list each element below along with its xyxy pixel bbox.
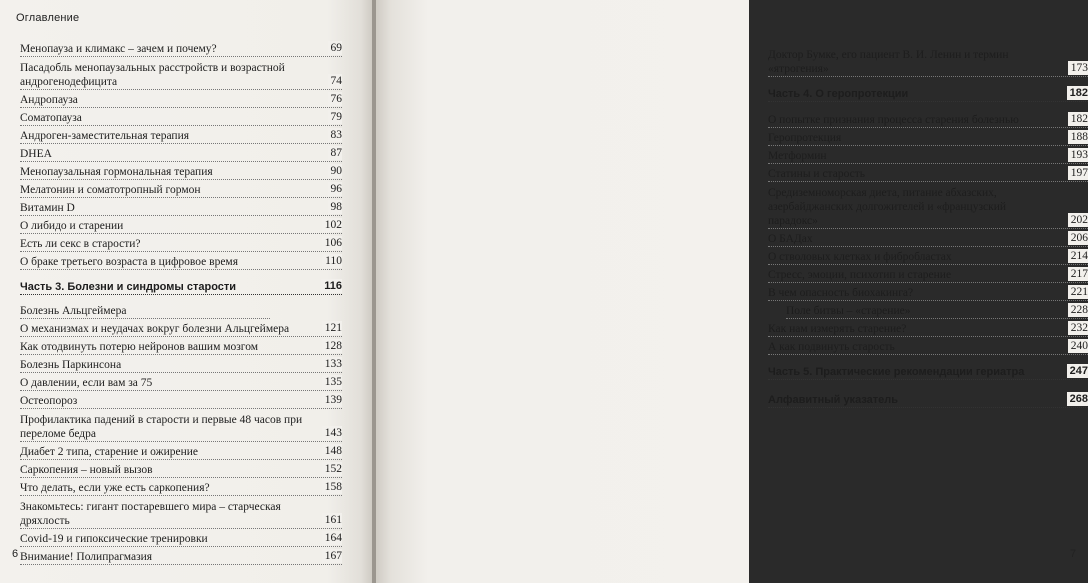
toc-entry <box>768 322 1088 337</box>
toc-entry-page: 161 <box>322 513 342 527</box>
toc-entry-page: 79 <box>328 110 343 124</box>
toc-entry <box>20 61 342 90</box>
toc-entry-page: 148 <box>322 444 342 458</box>
toc-entry <box>20 42 342 57</box>
toc-entry <box>20 394 342 409</box>
toc-entry-title: Стресс, эмоции, психотип и старение <box>768 269 952 281</box>
toc-entry <box>20 219 342 234</box>
toc-entry-title: Геропротекция <box>768 132 842 144</box>
toc-entry <box>768 48 1088 77</box>
toc-entry-page: 164 <box>322 531 342 545</box>
toc-entry-title: Витамин D <box>20 202 75 214</box>
toc-entry-title: Часть 4. О геропротекции <box>768 88 909 100</box>
toc-entry-title: О механизмах и неудачах вокруг болезни Альцгеймера <box>20 323 290 335</box>
toc-entry <box>768 340 1088 355</box>
toc-entry <box>20 129 342 144</box>
toc-entry-title: Как отодвинуть потерю нейронов вашим мозгом <box>20 341 259 353</box>
toc-entry-page: 232 <box>1068 321 1088 335</box>
toc-entry-page: 139 <box>322 393 342 407</box>
toc-right-column <box>768 48 1088 408</box>
toc-entry-title: Статины и старость <box>768 168 865 180</box>
toc-entry-page: 152 <box>322 462 342 476</box>
toc-entry <box>786 304 1088 319</box>
right-page <box>376 0 1088 583</box>
toc-entry-title: Алфавитный указатель <box>768 394 899 406</box>
toc-entry-title: Внимание! Полипрагмазия <box>20 551 153 563</box>
toc-entry-title: Мелатонин и соматотропный гормон <box>20 184 201 196</box>
toc-entry-page: 83 <box>328 128 343 142</box>
toc-entry <box>20 147 342 162</box>
toc-entry <box>20 532 342 547</box>
toc-entry <box>20 255 342 270</box>
toc-entry <box>20 550 342 565</box>
toc-entry-page: 98 <box>328 200 343 214</box>
toc-entry <box>768 232 1088 247</box>
toc-entry-page: 102 <box>322 218 342 232</box>
toc-entry-title: Болезнь Альцгеймера <box>20 305 127 317</box>
toc-entry-page: 96 <box>328 182 343 196</box>
toc-entry-title: Как нам измерять старение? <box>768 323 907 335</box>
toc-entry-title: Менопауза и климакс – зачем и почему? <box>20 43 217 55</box>
toc-entry-page: 121 <box>322 321 342 335</box>
toc-entry <box>20 111 342 126</box>
toc-entry <box>768 167 1088 182</box>
toc-entry-page: 182 <box>1068 112 1088 126</box>
toc-entry-title: Менопаузальная гормональная терапия <box>20 166 213 178</box>
left-page <box>0 0 372 583</box>
toc-entry-title: О давлении, если вам за 75 <box>20 377 153 389</box>
toc-entry-title: Диабет 2 типа, старение и ожирение <box>20 446 198 458</box>
toc-left-column <box>20 42 342 565</box>
toc-entry <box>20 165 342 180</box>
toc-entry-page: 240 <box>1068 339 1088 353</box>
toc-entry-title: О либидо и старении <box>20 220 124 232</box>
toc-entry <box>768 286 1088 301</box>
toc-entry-title: DHEA <box>20 148 52 160</box>
toc-entry <box>20 322 342 337</box>
toc-entry <box>768 149 1088 164</box>
toc-entry-page: 197 <box>1068 166 1088 180</box>
toc-entry-page: 202 <box>1068 213 1088 227</box>
toc-entry-title: Остеопороз <box>20 395 78 407</box>
toc-entry-page: 143 <box>322 426 342 440</box>
toc-entry-title: Доктор Бумке, его пациент В. И. Ленин и термин «ятрогения» <box>768 49 1009 75</box>
toc-entry-page: 182 <box>1067 86 1088 100</box>
toc-entry-title: Часть 5. Практические рекомендации гериатра <box>768 366 1025 378</box>
toc-entry-page: 69 <box>328 41 343 55</box>
toc-entry <box>768 186 1088 229</box>
toc-entry-page: 135 <box>322 375 342 389</box>
toc-entry-page: 217 <box>1068 267 1088 281</box>
page-number-left: 6 <box>12 548 19 560</box>
toc-part-heading <box>768 365 1088 380</box>
toc-entry-title: Часть 3. Болезни и синдромы старости <box>20 281 237 293</box>
toc-entry <box>20 340 342 355</box>
toc-entry-page: 158 <box>322 480 342 494</box>
toc-entry-page: 206 <box>1068 231 1088 245</box>
toc-entry <box>20 445 342 460</box>
toc-entry-title: Болезнь Паркинсона <box>20 359 122 371</box>
toc-entry-title: Есть ли секс в старости? <box>20 238 141 250</box>
toc-entry-page: 221 <box>1068 285 1088 299</box>
toc-entry-title: Метформин <box>768 150 827 162</box>
toc-entry <box>20 413 342 442</box>
toc-entry-title: О браке третьего возраста в цифровое время <box>20 256 239 268</box>
toc-entry-page: 74 <box>328 74 343 88</box>
toc-entry-title: Пасадобль менопаузальных расстройств и возрастной андрогенодефицита <box>20 62 285 88</box>
toc-entry-page: 133 <box>322 357 342 371</box>
toc-entry-title: Covid-19 и гипоксические тренировки <box>20 533 208 545</box>
toc-entry-page: 173 <box>1068 61 1088 75</box>
toc-entry-page: 87 <box>328 146 343 160</box>
toc-entry-title: О БАДах <box>768 233 813 245</box>
toc-entry-page: 116 <box>321 279 342 293</box>
toc-entry-title: Андроген-заместительная терапия <box>20 130 190 142</box>
toc-entry-page: 188 <box>1068 130 1088 144</box>
toc-entry-page: 90 <box>328 164 343 178</box>
toc-entry-page: 268 <box>1067 392 1088 406</box>
toc-entry-page: 106 <box>322 236 342 250</box>
toc-entry-title: А как подвинуть старость <box>768 341 895 353</box>
toc-entry-page: 76 <box>328 92 343 106</box>
toc-entry <box>20 481 342 496</box>
toc-entry-page: 214 <box>1068 249 1088 263</box>
toc-entry <box>20 183 342 198</box>
toc-entry-title: Поле битвы – «старение» <box>786 305 911 317</box>
toc-entry-title: В чем опасность биохакинга? <box>768 287 914 299</box>
toc-entry <box>20 463 342 478</box>
toc-entry <box>768 131 1088 146</box>
toc-entry-title: Профилактика падений в старости и первые 48 часов при переломе бедра <box>20 414 303 440</box>
toc-entry-title: Саркопения – новый вызов <box>20 464 153 476</box>
toc-entry-page: 247 <box>1067 364 1088 378</box>
toc-entry <box>768 250 1088 265</box>
toc-entry <box>20 304 270 319</box>
toc-entry-page: 128 <box>322 339 342 353</box>
toc-entry-title: Андропауза <box>20 94 78 106</box>
toc-entry <box>20 358 342 373</box>
toc-part-heading <box>768 87 1088 102</box>
toc-entry-title: О попытке признания процесса старения болезнью <box>768 114 1019 126</box>
toc-entry-title: Знакомьтесь: гигант постаревшего мира – старческая дряхлость <box>20 501 281 527</box>
toc-entry-page: 193 <box>1068 148 1088 162</box>
toc-entry-page: 228 <box>1068 303 1088 317</box>
running-head: Оглавление <box>16 12 80 24</box>
toc-entry <box>768 268 1088 283</box>
toc-entry <box>768 113 1088 128</box>
toc-entry-page: 110 <box>322 254 342 268</box>
toc-entry <box>20 93 342 108</box>
toc-entry <box>20 376 342 391</box>
toc-entry-title: Соматопауза <box>20 112 82 124</box>
toc-part-heading <box>768 393 1088 408</box>
toc-entry <box>20 201 342 216</box>
toc-entry <box>20 500 342 529</box>
toc-entry-page: 167 <box>322 549 342 563</box>
toc-entry <box>20 237 342 252</box>
toc-entry-title: Что делать, если уже есть саркопения? <box>20 482 210 494</box>
toc-entry-title: О стволовых клетках и фибробластах <box>768 251 952 263</box>
toc-part-heading <box>20 280 342 295</box>
toc-entry-title: Средиземноморская диета, питание абхазских, азербайджанских долгожителей и «французский парадокс» <box>768 187 1007 227</box>
page-number-right: 7 <box>1070 548 1077 560</box>
